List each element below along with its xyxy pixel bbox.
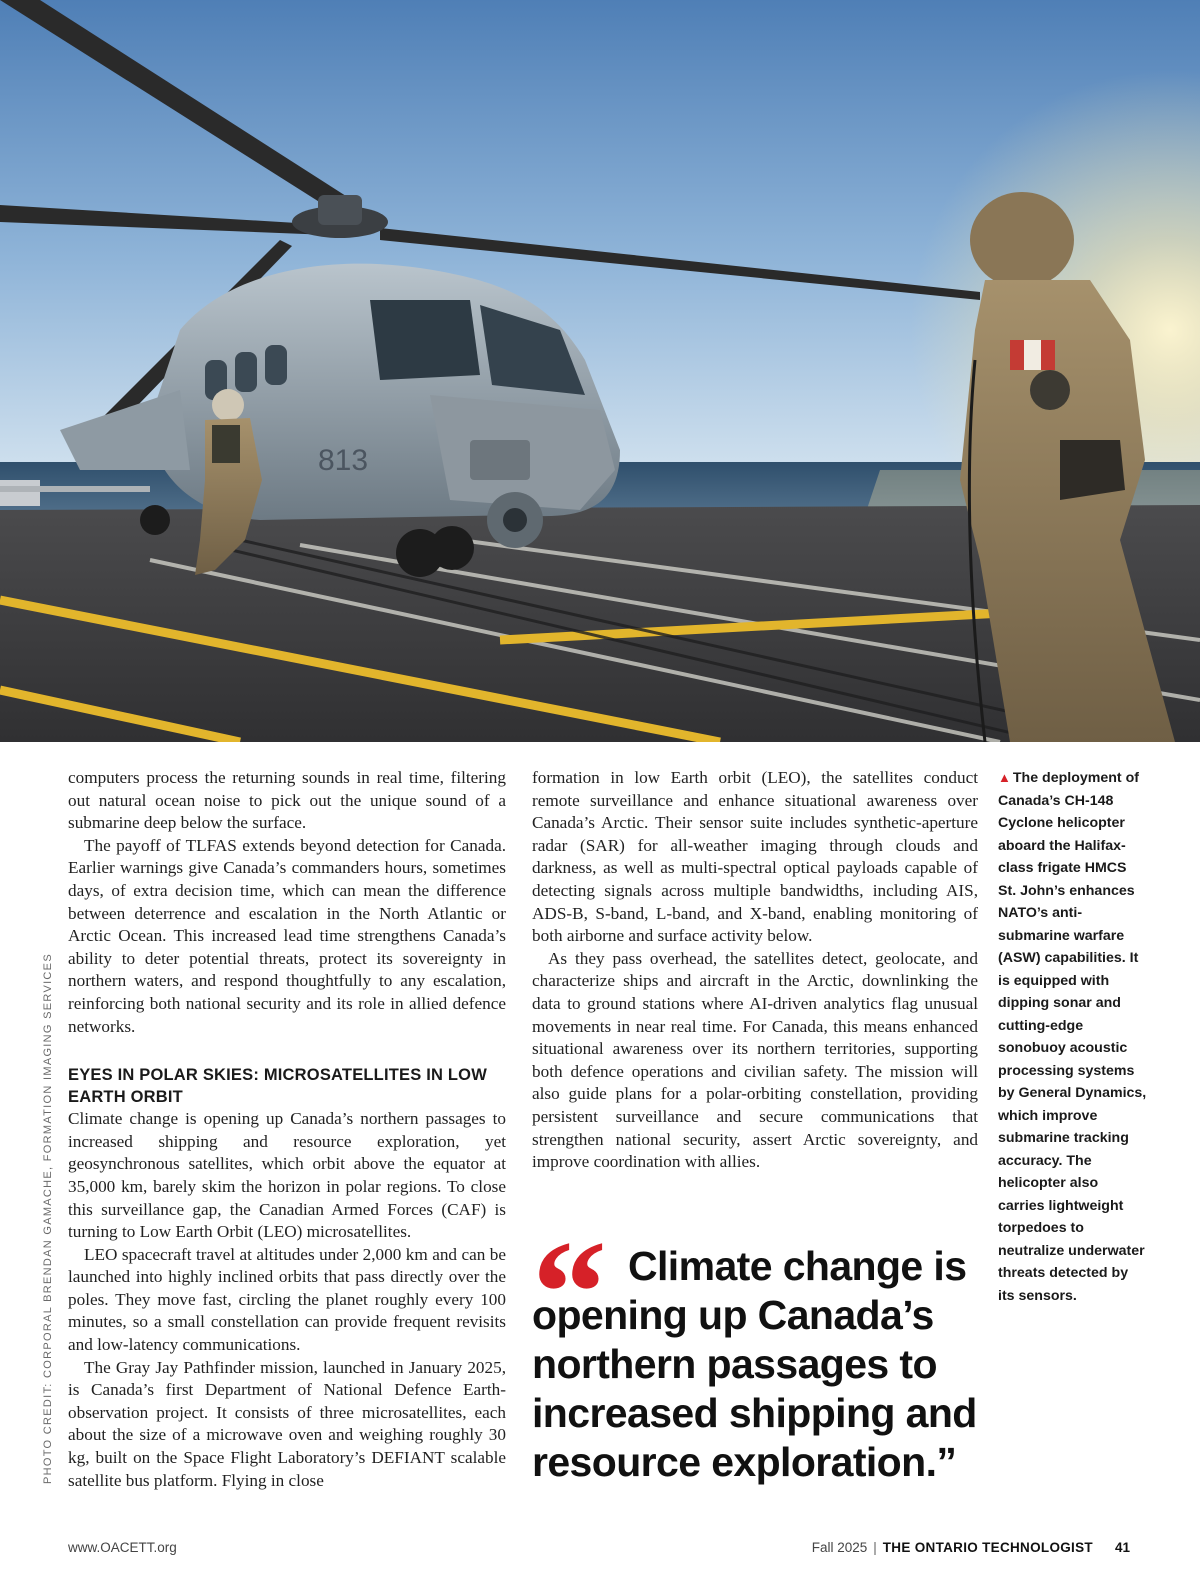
pull-quote-text: Climate change is opening up Canada’s northern passages to increased shipping and resource exploration.” — [532, 1243, 977, 1485]
body-column-1 — [68, 767, 506, 1492]
footer-separator: | — [873, 1540, 877, 1555]
issue-label: Fall 2025 — [811, 1540, 868, 1555]
photo-credit: PHOTO CREDIT: CORPORAL BRENDAN GAMACHE, FORMATION IMAGING SERVICES — [42, 953, 54, 1484]
footer-website: www.OACETT.org — [68, 1540, 177, 1555]
photo-caption — [998, 767, 1148, 1307]
helicopter-deck-illustration — [0, 0, 1200, 742]
paragraph: computers process the returning sounds in real time, filtering out natural ocean noise to pick out the unique sound of a submarine deep below the surface. — [68, 768, 506, 833]
footer-folio — [812, 1540, 1130, 1555]
paragraph: LEO spacecraft travel at altitudes under 2,000 km and can be launched into highly inclined orbits that pass directly over the poles. They move fast, circling the planet roughly every 100 minutes, so a small constellation can provide frequent revisits and low-latency communications. — [68, 1244, 506, 1355]
page-number: 41 — [1114, 1540, 1130, 1555]
paragraph: The payoff of TLFAS extends beyond detection for Canada. Earlier warnings give Canada’s commanders hours, sometimes days, of extra decision time, which can mean the difference between deterrence and escalation in the North Atlantic or Arctic Ocean. This increased lead time strengthens Canada’s ability to deter potential threats, protect its sovereignty in northern waters, and respond thoughtfully to any escalation, reinforcing both national security and its role in allied defence networks. — [68, 835, 506, 1036]
paragraph: Climate change is opening up Canada’s northern passages to increased shipping and resource exploration, yet geosynchronous satellites, which orbit above the equator at 35,000 km, barely skim the horizon in polar regions. To close this surveillance gap, the Canadian Armed Forces (CAF) is turning to Low Earth Orbit (LEO) microsatellites. — [68, 1109, 506, 1242]
paragraph: The Gray Jay Pathfinder mission, launched in January 2025, is Canada’s first Department of National Defence Earth-observation project. It consists of three microsatellites, each about the size of a microwave oven and weighing roughly 30 kg, built on the Space Flight Laboratory’s DEFIANT scalable satellite bus platform. Flying in close — [68, 1357, 506, 1490]
paragraph: formation in low Earth orbit (LEO), the satellites conduct remote surveillance and enhance situational awareness over Canada’s Arctic. Their sensor suite includes synthetic-aperture radar (SAR) for all-weather imaging through clouds and darkness, as well as multi-spectral optical payloads capable of detecting signals across multiple bandwidths, including AIS, ADS-B, S-band, L-band, and X-band, enabling monitoring of both airborne and surface activity below. — [532, 768, 978, 946]
paragraph: As they pass overhead, the satellites detect, geolocate, and characterize ships and aircraft in the Arctic, downlinking the data to ground stations where AI-driven analytics flag unusual movements in near real time. For Canada, this means enhanced situational awareness over its northern territories, supporting both defence operations and civilian safety. The mission will also guide plans for a polar-orbiting constellation, providing persistent surveillance and secure communications that strengthen national security, assert Arctic sovereignty, and improve coordination with allies. — [532, 948, 978, 1172]
magazine-title: THE ONTARIO TECHNOLOGIST — [882, 1540, 1093, 1555]
caption-triangle-icon: ▲ — [998, 770, 1011, 785]
caption-text: The deployment of Canada’s CH-148 Cyclone helicopter aboard the Halifax-class frigate HMCS St. John’s enhances NATO’s anti-submarine warfare (ASW) capabilities. It is equipped with dipping sonar and cutting-edge sonobuoy acoustic processing systems by General Dynamics, which improve submarine tracking accuracy. The helicopter also carries lightweight torpedoes to neutralize underwater threats detected by its sensors. — [998, 770, 1147, 1304]
pull-quote — [532, 1210, 994, 1487]
tail-number: 813 — [318, 444, 369, 477]
quote-mark-icon: “ — [532, 1210, 607, 1376]
hero-photo — [0, 0, 1200, 742]
body-column-2 — [532, 767, 978, 1174]
section-subhead: EYES IN POLAR SKIES: MICROSATELLITES IN LOW EARTH ORBIT — [68, 1066, 487, 1107]
